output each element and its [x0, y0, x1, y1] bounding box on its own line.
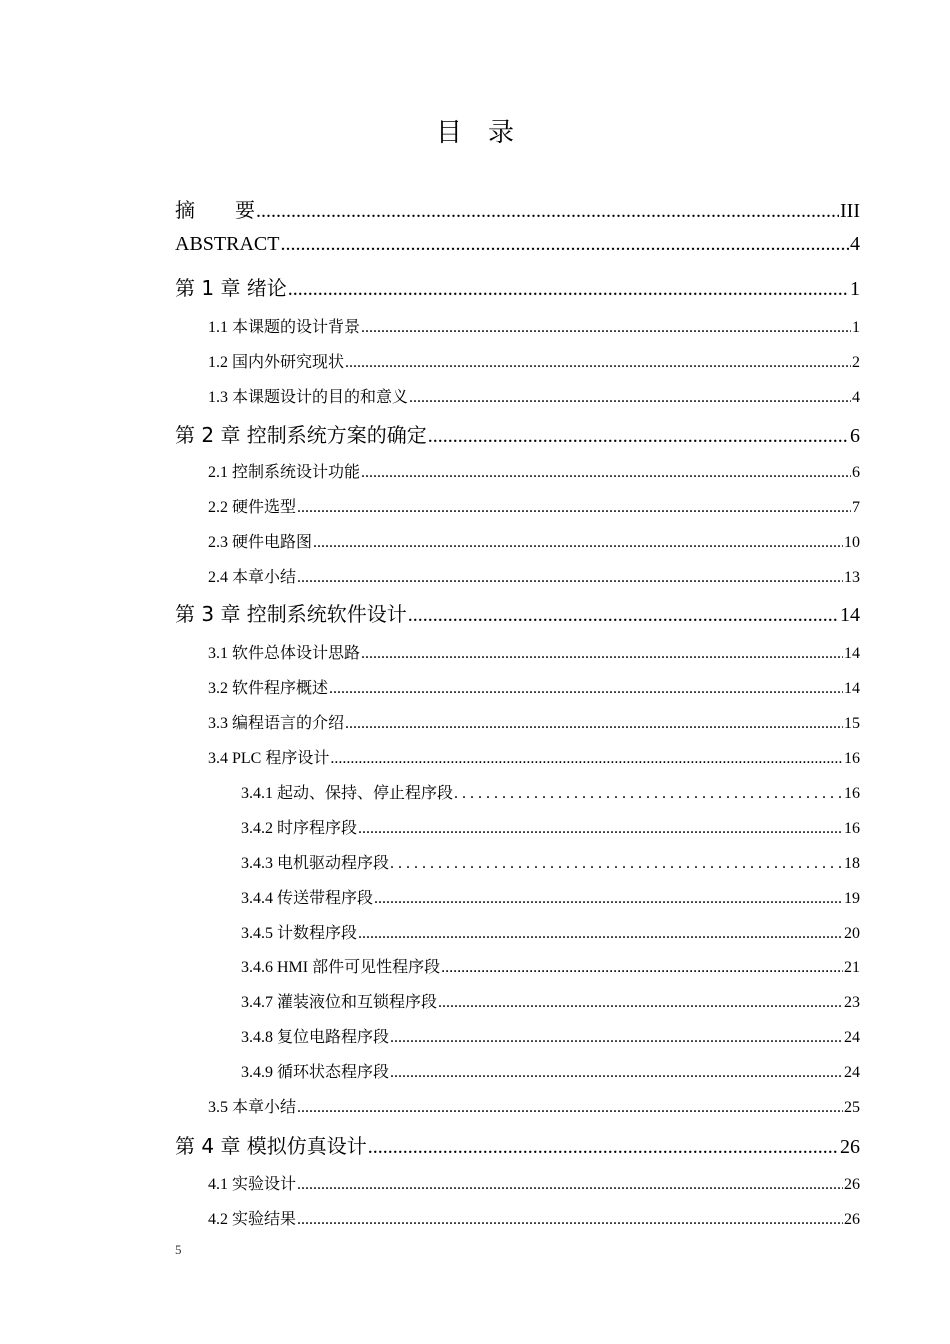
toc-entry-label: 3.4.6 HMI 部件可见性程序段 [241, 959, 441, 976]
toc-entry-page: 6 [852, 464, 860, 481]
toc-entry-abstract-cn[interactable] [175, 194, 860, 223]
toc-entry-label: 3.4.5 计数程序段 [241, 925, 358, 942]
toc-entry-4-2[interactable] [208, 1206, 860, 1229]
toc-entry-page: 2 [852, 354, 860, 371]
toc-entry-3-4-5[interactable] [241, 920, 860, 943]
toc-entry-1-2[interactable] [208, 349, 860, 372]
toc-entry-3-4-3[interactable] [241, 850, 860, 873]
toc-entry-label: 3.5 本章小结 [208, 1099, 297, 1116]
dot-leader [280, 233, 849, 256]
toc-entry-label: 2.1 控制系统设计功能 [208, 464, 361, 481]
dot-leader [409, 389, 851, 407]
toc-entry-page: 18 [844, 855, 860, 872]
toc-entry-page: 19 [844, 890, 860, 907]
toc-entry-page: 6 [850, 425, 860, 447]
toc-entry-page: 15 [844, 715, 860, 732]
dot-leader [374, 890, 843, 908]
toc-entry-chapter-2[interactable] [175, 419, 860, 448]
toc-entry-label: 2.2 硬件选型 [208, 499, 297, 516]
toc-entry-label: 第 3 章 控制系统软件设计 [175, 602, 407, 626]
toc-entry-label: 3.4.2 时序程序段 [241, 820, 358, 837]
toc-entry-page: 24 [844, 1029, 860, 1046]
toc-entry-label: 3.4 PLC 程序设计 [208, 750, 330, 767]
toc-entry-3-4-4[interactable] [241, 885, 860, 908]
toc-entry-page: 26 [840, 1136, 860, 1158]
toc-entry-label: 第 4 章 模拟仿真设计 [175, 1134, 367, 1158]
toc-entry-abstract-en[interactable] [175, 233, 860, 256]
toc-entry-label: 第 1 章 绪论 [175, 276, 287, 300]
dot-leader [390, 1064, 843, 1082]
toc-entry-2-3[interactable] [208, 529, 860, 552]
toc-entry-label: 3.1 软件总体设计思路 [208, 645, 361, 662]
toc-entry-label: 2.3 硬件电路图 [208, 534, 313, 551]
toc-entry-label: 1.3 本课题设计的目的和意义 [208, 389, 409, 406]
toc-title: 目 录 [435, 118, 514, 148]
toc-entry-label: 3.4.1 起动、保持、停止程序段 [241, 785, 454, 802]
toc-entry-2-2[interactable] [208, 494, 860, 517]
toc-entry-3-3[interactable] [208, 710, 860, 733]
toc-entry-page: 14 [844, 680, 860, 697]
toc-entry-page: 13 [844, 569, 860, 586]
toc-entry-chapter-3[interactable] [175, 598, 860, 627]
toc-entry-3-4-1[interactable] [241, 780, 860, 803]
toc-entry-3-2[interactable] [208, 675, 860, 698]
dot-leader [345, 354, 851, 372]
toc-entry-page: 4 [850, 233, 860, 255]
dot-leader [358, 820, 843, 838]
dot-leader [256, 200, 839, 223]
toc-entry-chapter-4[interactable] [175, 1130, 860, 1159]
toc-entry-3-4-2[interactable] [241, 815, 860, 838]
dot-leader [361, 319, 851, 337]
toc-entry-3-5[interactable] [208, 1094, 860, 1117]
dot-leader [390, 1029, 843, 1047]
toc-entry-page: 24 [844, 1064, 860, 1081]
dot-leader [345, 715, 843, 733]
dot-leader [361, 464, 851, 482]
toc-entry-page: 7 [852, 499, 860, 516]
dot-leader [408, 604, 839, 627]
dot-leader [428, 425, 849, 448]
toc-entry-1-1[interactable] [208, 314, 860, 337]
toc-entry-page: 4 [852, 389, 860, 406]
toc-entry-page: 26 [844, 1211, 860, 1228]
toc-entry-3-4-7[interactable] [241, 989, 860, 1012]
dot-leader [361, 645, 843, 663]
toc-entry-3-4-8[interactable] [241, 1024, 860, 1047]
toc-entry-label: 1.2 国内外研究现状 [208, 354, 345, 371]
toc-entry-2-1[interactable] [208, 459, 860, 482]
toc-entry-label: 1.1 本课题的设计背景 [208, 319, 361, 336]
footer-page-number: 5 [175, 1242, 182, 1257]
toc-entry-label: 3.4.9 循环状态程序段 [241, 1064, 390, 1081]
toc-entry-page: 25 [844, 1099, 860, 1116]
toc-entry-label: 第 2 章 控制系统方案的确定 [175, 423, 427, 447]
toc-entry-3-4-6[interactable] [241, 954, 860, 977]
toc-entry-label: 2.4 本章小结 [208, 569, 297, 586]
toc-entry-label: 3.3 编程语言的介绍 [208, 715, 345, 732]
toc-entry-4-1[interactable] [208, 1171, 860, 1194]
dot-leader [454, 785, 843, 803]
dot-leader [297, 569, 843, 587]
toc-entry-label: 摘 要 [175, 198, 255, 222]
toc-entry-3-4-9[interactable] [241, 1059, 860, 1082]
dot-leader [297, 499, 851, 517]
toc-entry-chapter-1[interactable] [175, 272, 860, 301]
toc-entry-page: 16 [844, 750, 860, 767]
dot-leader [297, 1176, 843, 1194]
toc-entry-page: 14 [844, 645, 860, 662]
dot-leader [390, 855, 843, 873]
toc-entry-3-4[interactable] [208, 745, 860, 768]
toc-entry-label: 3.4.8 复位电路程序段 [241, 1029, 390, 1046]
toc-entry-page: 1 [852, 319, 860, 336]
dot-leader [438, 994, 843, 1012]
dot-leader [368, 1136, 839, 1159]
toc-entry-page: 26 [844, 1176, 860, 1193]
toc-entry-page: III [840, 200, 860, 222]
toc-entry-page: 21 [844, 959, 860, 976]
toc-entry-page: 10 [844, 534, 860, 551]
dot-leader [313, 534, 843, 552]
toc-entry-3-1[interactable] [208, 640, 860, 663]
toc-entry-label: 3.4.4 传送带程序段 [241, 890, 374, 907]
toc-entry-label: 3.2 软件程序概述 [208, 680, 329, 697]
toc-entry-label: ABSTRACT [175, 233, 280, 255]
dot-leader [358, 925, 843, 943]
toc-entry-1-3[interactable] [208, 384, 860, 407]
dot-leader [297, 1099, 843, 1117]
dot-leader [329, 680, 843, 698]
toc-entry-page: 20 [844, 925, 860, 942]
toc-entry-page: 23 [844, 994, 860, 1011]
toc-entry-page: 16 [844, 820, 860, 837]
toc-entry-label: 4.2 实验结果 [208, 1211, 297, 1228]
dot-leader [441, 959, 843, 977]
dot-leader [330, 750, 843, 768]
toc-entry-page: 1 [850, 278, 860, 300]
toc-entry-label: 3.4.3 电机驱动程序段 [241, 855, 390, 872]
toc-entry-2-4[interactable] [208, 564, 860, 587]
dot-leader [297, 1211, 843, 1229]
toc-entry-label: 4.1 实验设计 [208, 1176, 297, 1193]
toc-entry-page: 16 [844, 785, 860, 802]
toc-entry-page: 14 [840, 604, 860, 626]
toc-entry-label: 3.4.7 灌装液位和互锁程序段 [241, 994, 438, 1011]
dot-leader [288, 278, 849, 301]
